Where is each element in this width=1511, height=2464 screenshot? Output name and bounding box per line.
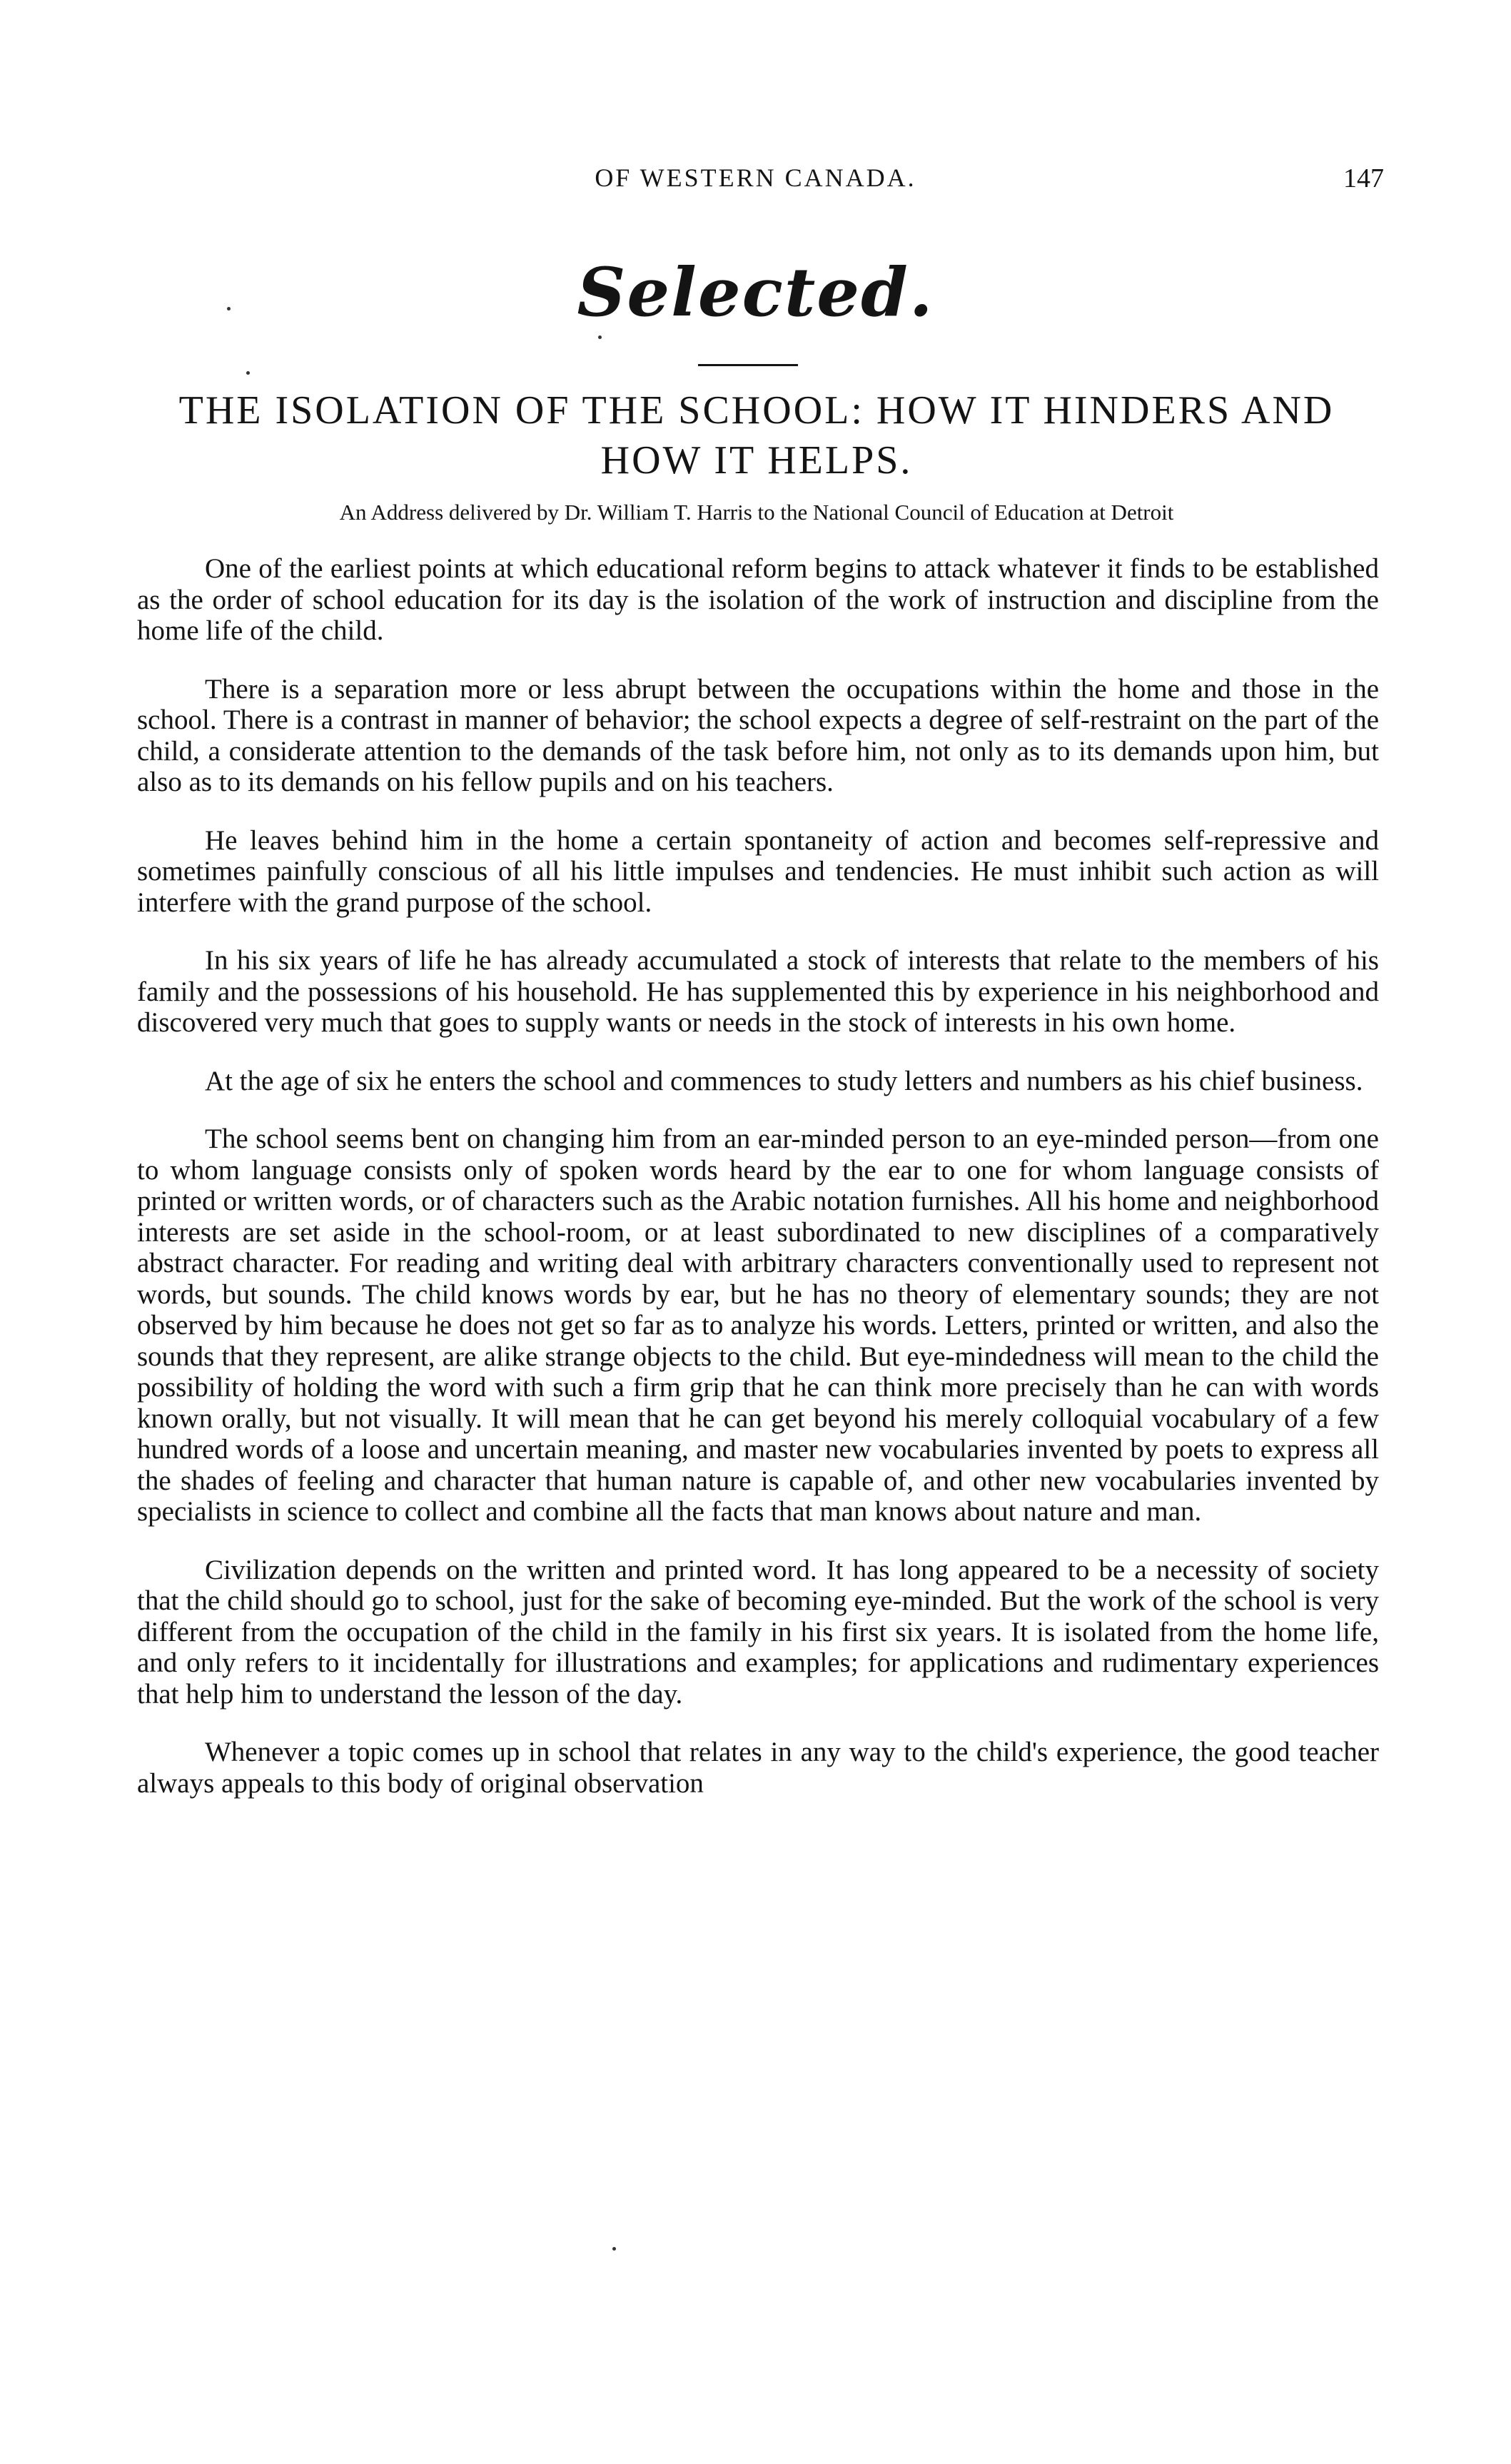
article-byline: An Address delivered by Dr. William T. Harris to the National Council of Education at Detroit (339, 500, 1174, 525)
print-speck (246, 371, 250, 375)
paragraph: Whenever a topic comes up in school that relates in any way to the child's experience, the good teacher always appeals to this body of original observation (137, 1737, 1379, 1799)
paragraph: One of the earliest points at which educational reform begins to attack whatever it finds to be established as the order of school education for its day is the isolation of the work of instruction and discipline from the home life of the child. (137, 553, 1379, 646)
print-speck (227, 307, 231, 310)
paragraph: In his six years of life he has already accumulated a stock of interests that relate to the members of his family and the possessions of his household. He has supplemented this by experience in his neighborhood and discovered very much that goes to supply wants or needs in the stock of interests in his own home. (137, 945, 1379, 1038)
print-speck (612, 2247, 616, 2251)
running-header (0, 163, 1511, 206)
page-number: 147 (1343, 163, 1384, 193)
paragraph: He leaves behind him in the home a certain spontaneity of action and becomes self-repressive and sometimes painfully conscious of all his little impulses and tendencies. He must inhibit such action as will interfere with the grand purpose of the school. (137, 824, 1379, 918)
section-divider (698, 364, 798, 366)
article-body (137, 553, 1379, 1799)
print-speck (598, 335, 602, 339)
running-title: OF WESTERN CANADA. (595, 163, 916, 192)
paragraph: The school seems bent on changing him from an ear-minded person to an eye-minded person—from one to whom language consists only of spoken words heard by the ear to one for whom language consists of printed or written words, or of characters such as the Arabic notation furnishes. All his home and neighborhood interests are set aside in the school-room, or at least subordinated to new disciplines of a comparatively abstract character. For reading and writing deal with arbitrary characters conventionally used to represent not words, but sounds. The child knows words by ear, but he has no theory of elementary sounds; they are not observed by him because he does not get so far as to analyze his words. Letters, printed or written, and also the sounds that they represent, are alike strange objects to the child. But eye-mindedness will mean to the child the possibility of holding the word with such a firm grip that he can think more precisely than he can with words known orally, but not visually. It will mean that he can get beyond his merely colloquial vocabulary of a few hundred words of a loose and uncertain meaning, and master new vocabularies invented by poets to express all the shades of feeling and character that human nature is capable of, and other new vocabularies invented by specialists in science to collect and combine all the facts that man knows about nature and man. (137, 1124, 1379, 1527)
paragraph: At the age of six he enters the school and commences to study letters and numbers as his chief business. (205, 1065, 1363, 1096)
paragraph: Civilization depends on the written and printed word. It has long appeared to be a necessity of society that the child should go to school, just for the sake of becoming eye-minded. But the work of the school is very different from the occupation of the child in the family in his first six years. It is isolated from the home life, and only refers to it incidentally for illustrations and examples; for applications and rudimentary experiences that help him to understand the lesson of the day. (137, 1554, 1379, 1710)
paragraph: There is a separation more or less abrupt between the occupations within the home and those in the school. There is a contrast in manner of behavior; the school expects a degree of self-restraint on the part of the child, a considerate attention to the demands of the task before him, not only as to its demands upon him, but also as to its demands on his fellow pupils and on his teachers. (137, 673, 1379, 797)
article-title: THE ISOLATION OF THE SCHOOL: HOW IT HINDERS AND HOW IT HELPS. (178, 388, 1335, 483)
section-heading: Selected. (577, 253, 934, 332)
